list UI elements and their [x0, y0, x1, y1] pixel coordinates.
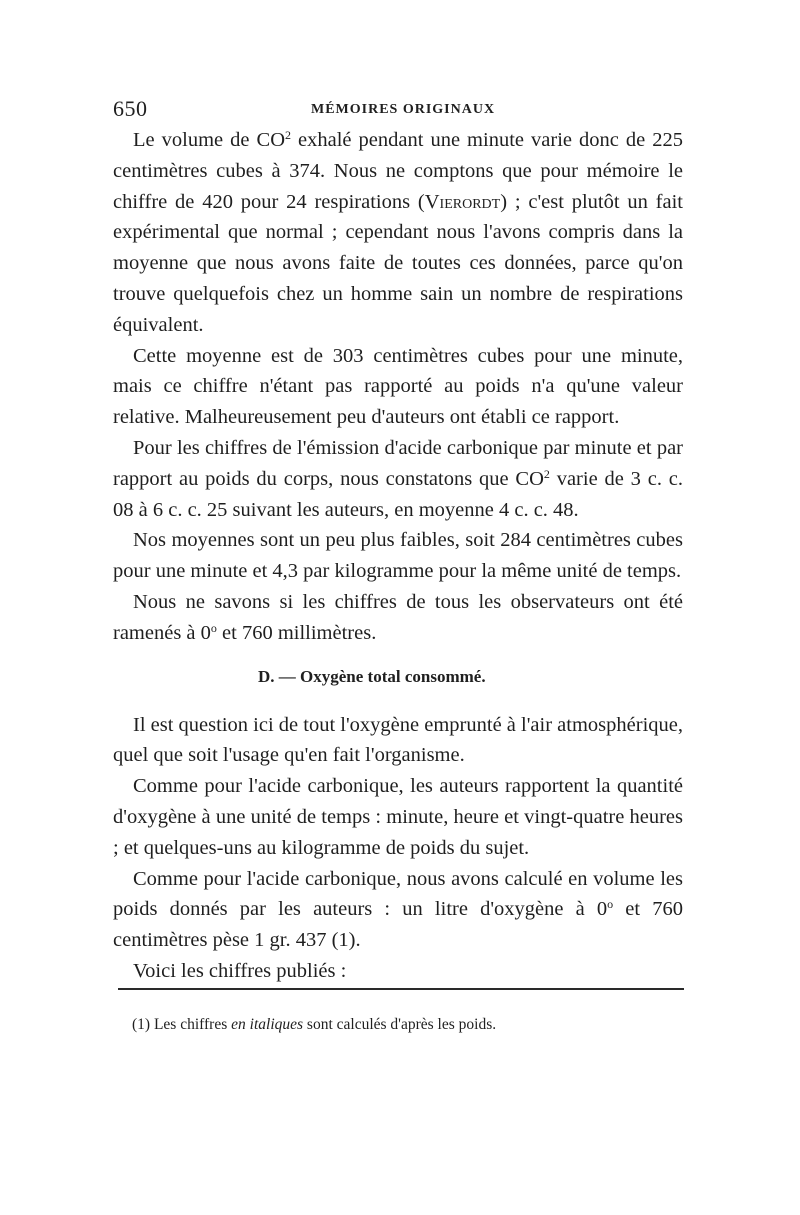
paragraph-text: Cette moyenne est de 303 centimètres cubes pour une minute, mais ce chiffre n'étant pas rapporté au poids n'a qu'une valeur relative. Malheureusement peu d'auteurs ont établi ce rapport. — [113, 344, 683, 429]
superscript: o — [210, 620, 217, 635]
footnote-text: (1) Les chiffres — [132, 1016, 232, 1033]
paragraph-text: Pour les chiffres de l'émission d'acide carbonique par minute et par rapport au poids du corps, nous constatons que CO — [113, 436, 683, 490]
paragraph-text: exhalé pendant une minute varie donc de 225 centimètres cubes à 374. Nous ne comptons que pour mémoire le chiffre de 420 pour 24 respirations ( — [113, 129, 683, 213]
paragraph-published-figures — [113, 956, 683, 987]
footnote — [132, 1014, 682, 1036]
paragraph-text: Comme pour l'acide carbonique, les auteurs rapportent la quantité d'oxygène à une unité de temps : minute, heure et vingt-quatre heures ; et quelques-uns au kilogramme de poids du sujet. — [113, 775, 683, 859]
paragraph-text: Le volume de CO — [133, 129, 285, 151]
paragraph-oxygen-volume — [113, 864, 683, 956]
running-head — [113, 96, 683, 126]
paragraph-text: Voici les chiffres publiés : — [133, 959, 347, 982]
paragraph-observers — [113, 587, 683, 649]
page-number: 650 — [113, 96, 148, 121]
footnote-text: sont calculés d'après les poids. — [303, 1016, 497, 1033]
paragraph-oxygen-definition — [113, 710, 683, 772]
paragraph-co2-volume — [113, 125, 683, 341]
superscript: 2 — [285, 128, 291, 142]
paragraph-average — [113, 341, 683, 433]
paragraph-text: Il est question ici de tout l'oxygène emprunté à l'air atmosphérique, quel que soit l'usage qu'en fait l'organisme. — [113, 713, 683, 767]
paragraph-text: Nous ne savons si les chiffres de tous les observateurs ont été ramenés à 0 — [113, 590, 683, 644]
author-name: Vierordt — [424, 190, 501, 213]
paragraph-text: varie de 3 c. c. 08 à 6 c. c. 25 suivant les auteurs, en moyenne 4 c. c. 48. — [113, 467, 683, 521]
superscript: 2 — [543, 466, 550, 481]
paragraph-oxygen-units — [113, 771, 683, 863]
paragraph-emission — [113, 433, 683, 525]
footnote-rule — [118, 988, 684, 990]
paragraph-our-averages — [113, 525, 683, 587]
paragraph-text: Comme pour l'acide carbonique, nous avons calculé en volume les poids donnés par les auteurs : un litre d'oxygène à 0 — [113, 867, 683, 921]
paragraph-text: et 760 millimètres. — [216, 621, 377, 644]
running-title: MÉMOIRES ORIGINAUX — [311, 102, 496, 117]
paragraph-text: Nos moyennes sont un peu plus faibles, soit 284 centimètres cubes pour une minute et 4,3 par kilogramme pour la même unité de temps. — [113, 529, 683, 583]
paragraph-text: ) ; c'est plutôt un fait expérimental que normal ; cependant nous l'avons compris dans la moyenne que nous avons faite de toutes ces données, parce qu'on trouve quelquefois chez un homme sain un nombre de respirations équivalent. — [113, 190, 683, 336]
footnote-italic: en italiques — [231, 1016, 304, 1033]
paragraph-text: et 760 centimètres pèse 1 gr. 437 (1). — [113, 898, 684, 952]
superscript: o — [607, 897, 614, 912]
section-heading: D. — Oxygène total consommé. — [258, 666, 486, 686]
body-text — [113, 125, 683, 987]
